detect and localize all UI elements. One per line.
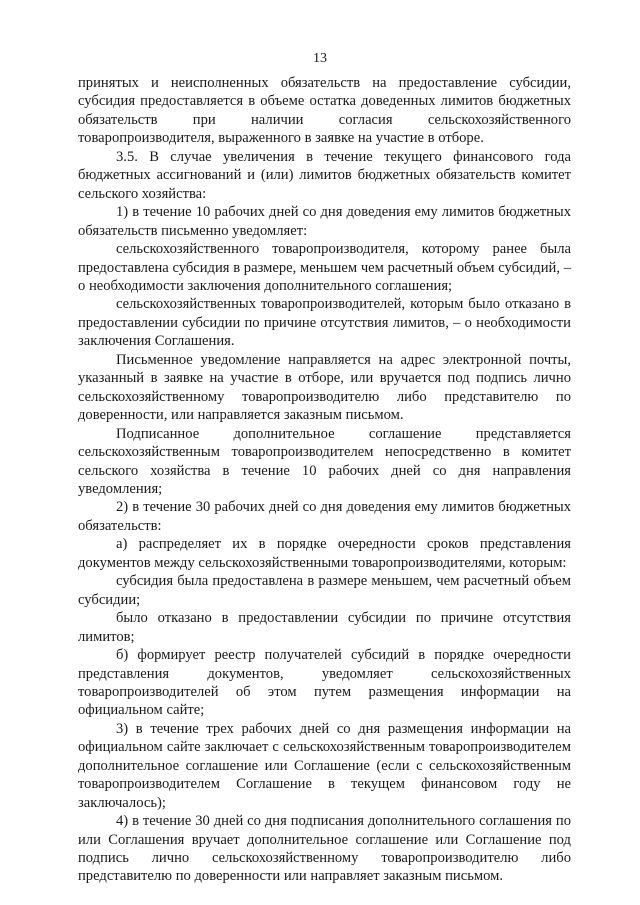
paragraph-item-1: 1) в течение 10 рабочих дней со дня доведения ему лимитов бюджетных обязательств письменно уведомляет: [78, 204, 571, 239]
paragraph-signed-agreement: Подписанное дополнительное соглашение представляется сельскохозяйственным товаропроизводителем непосредственно в комитет сельского хозяйства в течение 10 рабочих дней со дня направления уведомления; [78, 425, 571, 497]
page-number: 13 [313, 51, 327, 66]
paragraph-notify-refused: сельскохозяйственных товаропроизводителей, которым было отказано в предоставлении субсидии по причине отсутствия лимитов, – о необходимости заключения Соглашения. [78, 296, 571, 350]
paragraph-continuation: принятых и неисполненных обязательств на предоставление субсидии, субсидия предоставляется в объеме остатка доведенных лимитов бюджетных обязательств при наличии согласия сельскохозяйственного товаропроизводителя, выраженного в заявке на участие в отборе. [78, 75, 571, 147]
paragraph-item-2a: а) распределяет их в порядке очередности сроков представления документов между сельскохозяйственными товаропроизводителями, которым: [78, 536, 571, 571]
paragraph-item-2b: б) формирует реестр получателей субсидий в порядке очередности представления документов, уведомляет сельскохозяйственных товаропроизводителей об этом путем размещения информации на официальном сайте; [78, 647, 571, 719]
paragraph-written-notice: Письменное уведомление направляется на адрес электронной почты, указанный в заявке на участие в отборе, или вручается под подпись лично сельскохозяйственному товаропроизводителю либо представителю по доверенности, или направляется заказным письмом. [78, 351, 571, 424]
paragraph-item-3: 3) в течение трех рабочих дней со дня размещения информации на официальном сайте заключает с сельскохозяйственным товаропроизводителем дополнительное соглашение или Соглашение (если с сельскохозяйственным товаропроизводителем Соглашение в текущем финансовом году не заключалось); [78, 720, 571, 811]
paragraph-clause-3-5: 3.5. В случае увеличения в течение текущего финансового года бюджетных ассигнований и (или) лимитов бюджетных обязательств комитет сельского хозяйства: [78, 148, 571, 202]
paragraph-item-2: 2) в течение 30 рабочих дней со дня доведения ему лимитов бюджетных обязательств: [78, 499, 571, 534]
paragraph-refused-limits: было отказано в предоставлении субсидии по причине отсутствия лимитов; [78, 610, 571, 645]
paragraph-subsidy-lower: субсидия была предоставлена в размере меньшем, чем расчетный объем субсидии; [78, 573, 571, 608]
paragraph-item-4: 4) в течение 30 дней со дня подписания дополнительного соглашения по или Соглашения вручает дополнительное соглашение или Соглашение под подпись лично сельскохозяйственному товаропроизводителю либо представителю по доверенности или направляет заказным письмом. [78, 813, 571, 885]
paragraph-notify-recipient: сельскохозяйственного товаропроизводителя, которому ранее была предоставлена субсидия в размере, меньшем чем расчетный объем субсидий, – о необходимости заключения дополнительного соглашения; [78, 241, 571, 294]
document-body [78, 74, 571, 886]
